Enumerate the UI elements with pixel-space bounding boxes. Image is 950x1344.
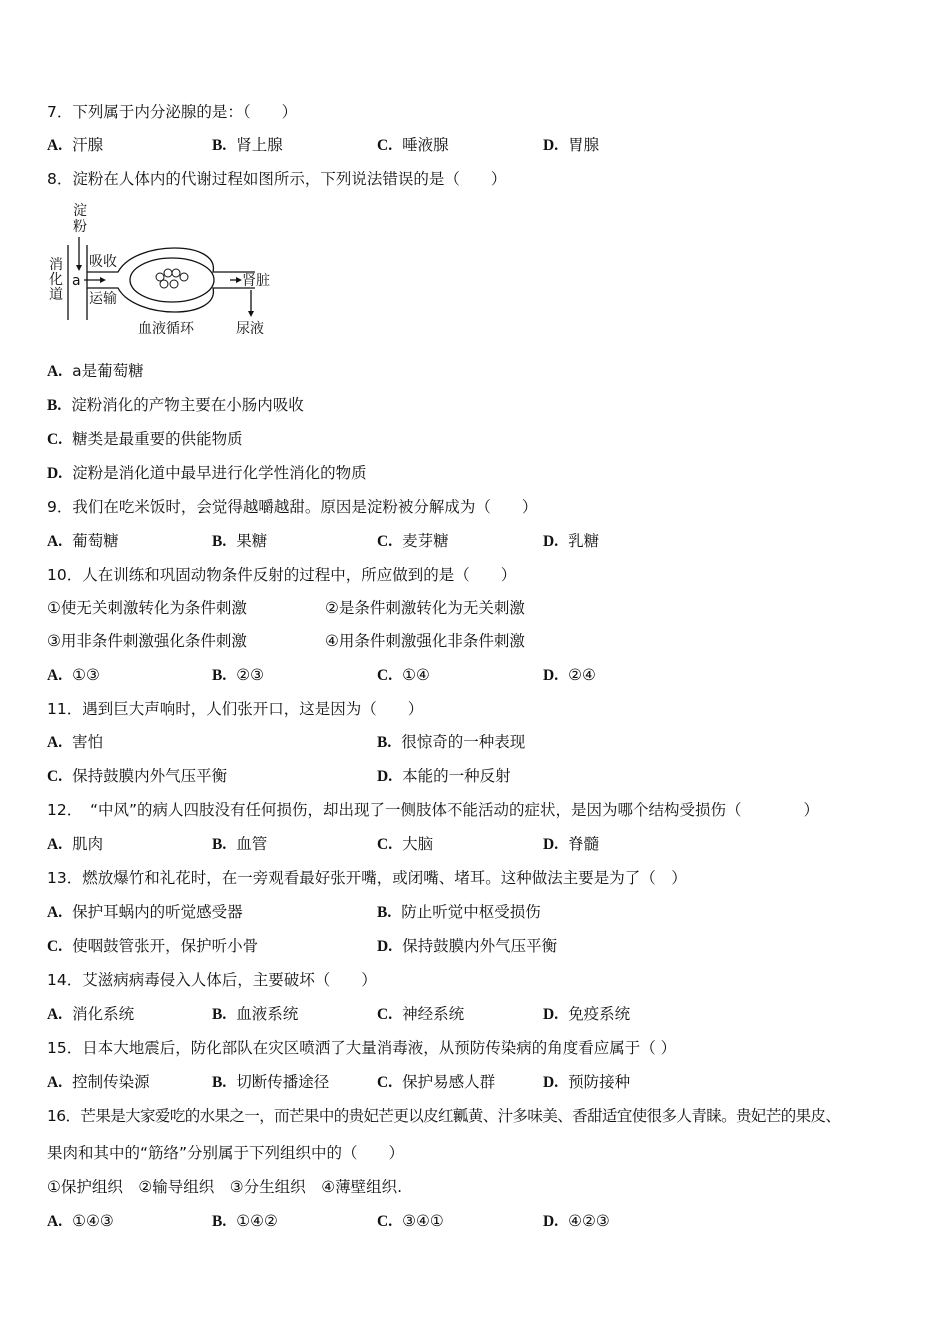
question-7-stem: 7．下列属于内分泌腺的是：（ ） (47, 103, 298, 121)
statement-1: ①使无关刺激转化为条件刺激 (47, 599, 247, 617)
option-d: D. 预防接种 (543, 1073, 631, 1091)
label-absorb: 吸收 (89, 254, 117, 270)
option-a: A. a是葡萄糖 (47, 362, 144, 380)
question-11-stem: 11．遇到巨大声响时，人们张开口，这是因为（ ） (47, 700, 424, 718)
option-c: C. 唾液腺 (377, 136, 449, 154)
question-16-stem-line1: 16．芒果是大家爱吃的水果之一，而芒果中的贵妃芒更以皮红瓤黄、汁多味美、香甜适宜使很多人青睐。贵妃芒的果皮、 (47, 1107, 841, 1125)
option-a: A. 葡萄糖 (47, 532, 119, 550)
option-d: D. 脊髓 (543, 835, 600, 853)
question-9-stem: 9．我们在吃米饭时，会觉得越嚼越甜。原因是淀粉被分解成为（ ） (47, 498, 538, 516)
option-a: A. 保护耳蜗内的听觉感受器 (47, 903, 243, 921)
question-14-stem: 14．艾滋病病毒侵入人体后，主要破坏（ ） (47, 971, 377, 989)
label-urine: 尿液 (236, 321, 264, 337)
label-transport: 运输 (89, 291, 117, 307)
option-a: A. 肌肉 (47, 835, 104, 853)
option-b: B. ①④② (212, 1212, 278, 1230)
question-13-stem: 13．燃放爆竹和礼花时，在一旁观看最好张开嘴，或闭嘴、堵耳。这种做法主要是为了（ ） (47, 869, 687, 887)
option-c: C. 保持鼓膜内外气压平衡 (47, 767, 228, 785)
label-tract-1: 消 (49, 257, 63, 273)
label-starch-1: 淀 (73, 203, 87, 219)
option-c: C. 麦芽糖 (377, 532, 449, 550)
option-c: C. 糖类是最重要的供能物质 (47, 430, 243, 448)
option-a: A. 害怕 (47, 733, 104, 751)
option-c: C. ③④① (377, 1212, 444, 1230)
option-a: A. ①④③ (47, 1212, 114, 1230)
option-c: C. 大脑 (377, 835, 434, 853)
label-kidney: 肾脏 (242, 273, 270, 289)
question-10-stem: 10．人在训练和巩固动物条件反射的过程中，所应做到的是（ ） (47, 566, 517, 584)
option-c: C. 使咽鼓管张开，保护听小骨 (47, 937, 259, 955)
option-d: D. 免疫系统 (543, 1005, 631, 1023)
option-a: A. 控制传染源 (47, 1073, 150, 1091)
label-a: a (72, 273, 81, 289)
question-16-statements: ①保护组织 ②输导组织 ③分生组织 ④薄壁组织. (47, 1178, 403, 1196)
option-b: B. 果糖 (212, 532, 268, 550)
option-d: D. 保持鼓膜内外气压平衡 (377, 937, 558, 955)
option-c: C. 保护易感人群 (377, 1073, 496, 1091)
option-d: D. ④②③ (543, 1212, 610, 1230)
statement-3: ③用非条件刺激强化条件刺激 (47, 632, 247, 650)
option-b: B. 很惊奇的一种表现 (377, 733, 526, 751)
label-starch-2: 粉 (73, 219, 87, 235)
question-12-stem: 12． “中风”的病人四肢没有任何损伤，却出现了一侧肢体不能活动的症状，是因为哪个结构受损伤（ ） (47, 801, 820, 819)
option-b: B. 防止听觉中枢受损伤 (377, 903, 541, 921)
option-b: B. 血液系统 (212, 1005, 299, 1023)
question-8-stem: 8．淀粉在人体内的代谢过程如图所示，下列说法错误的是（ ） (47, 170, 507, 188)
question-16-stem-line2: 果肉和其中的“筋络”分别属于下列组织中的（ ） (47, 1144, 405, 1162)
option-a: A. 汗腺 (47, 136, 104, 154)
statement-2: ②是条件刺激转化为无关刺激 (325, 599, 525, 617)
option-c: C. 神经系统 (377, 1005, 465, 1023)
option-b: B. 淀粉消化的产物主要在小肠内吸收 (47, 396, 304, 414)
label-tract-3: 道 (49, 287, 63, 303)
option-b: B. ②③ (212, 666, 265, 684)
statement-4: ④用条件刺激强化非条件刺激 (325, 632, 525, 650)
option-d: D. 胃腺 (543, 136, 600, 154)
label-blood-circulation: 血液循环 (138, 321, 194, 337)
option-c: C. ①④ (377, 666, 430, 684)
option-b: B. 血管 (212, 835, 268, 853)
question-15-stem: 15．日本大地震后，防化部队在灾区喷洒了大量消毒液，从预防传染病的角度看应属于（ ） (47, 1039, 677, 1057)
option-d: D. 淀粉是消化道中最早进行化学性消化的物质 (47, 464, 367, 482)
option-d: D. ②④ (543, 666, 596, 684)
option-d: D. 本能的一种反射 (377, 767, 511, 785)
starch-metabolism-diagram (40, 195, 290, 345)
option-a: A. 消化系统 (47, 1005, 135, 1023)
option-b: B. 切断传播途径 (212, 1073, 330, 1091)
label-tract-2: 化 (49, 272, 63, 288)
option-a: A. ①③ (47, 666, 100, 684)
option-d: D. 乳糖 (543, 532, 600, 550)
option-b: B. 肾上腺 (212, 136, 283, 154)
